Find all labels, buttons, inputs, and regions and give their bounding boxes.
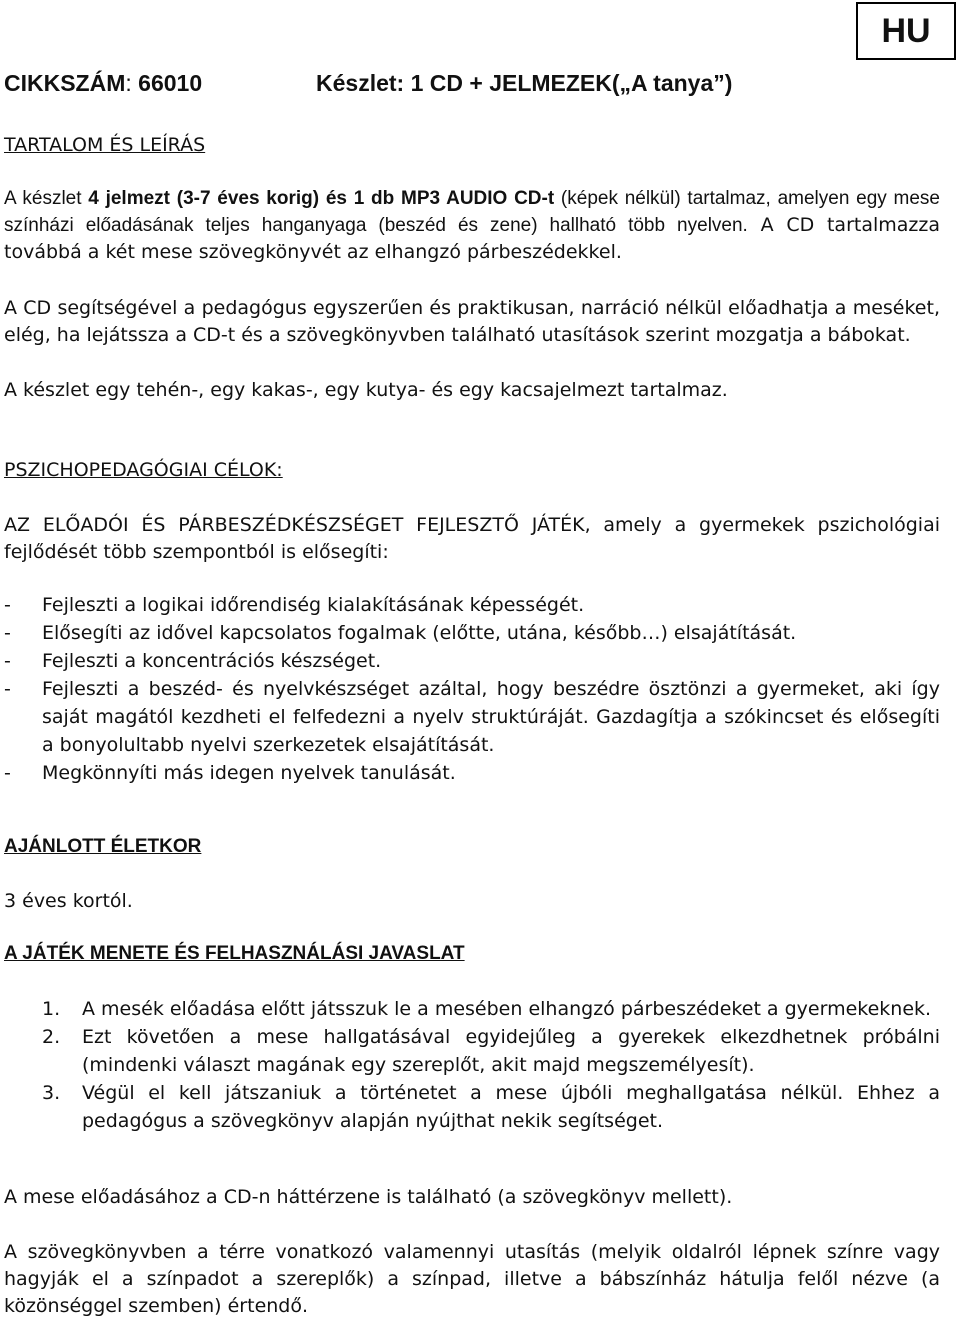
list-item: - Fejleszti a logikai időrendiség kialakításának képességét. — [4, 591, 940, 619]
section-title-gameplay: A JÁTÉK MENETE ÉS FELHASZNÁLÁSI JAVASLAT — [4, 943, 465, 964]
list-item — [4, 1023, 940, 1079]
costume-list-paragraph: A készlet egy tehén-, egy kakas-, egy kutya- és egy kacsajelmezt tartalmaz. — [4, 379, 728, 401]
list-item: - Elősegíti az idővel kapcsolatos fogalmak (előtte, utána, később…) elsajátítását. — [4, 619, 940, 647]
step-number: 1. — [42, 998, 61, 1020]
contents-paragraph — [4, 185, 940, 266]
step-text: A mesék előadása előtt játsszuk le a mesében elhangzó párbeszédeket a gyermekeknek. — [82, 998, 932, 1020]
contents-text-post: (képek nélkül) tartalmaz, amelyen egy mese színházi előadásának teljes hanganyaga (beszéd és zene) hallható több nyelven. — [4, 188, 940, 236]
language-badge: HU — [856, 2, 956, 60]
contents-text-bold: 4 jelmezt (3-7 éves korig) és 1 db MP3 AUDIO CD-t — [88, 188, 555, 209]
section-title-age: AJÁNLOTT ÉLETKOR — [4, 836, 202, 857]
section-title-contents: TARTALOM ÉS LEÍRÁS — [4, 134, 206, 156]
step-text: Ezt követően a mese hallgatásával egyidejűleg a gyerekek elkezdhetnek próbálni (mindenki választ magának egy szereplőt, akit majd megszemélyesít). — [82, 1026, 940, 1076]
list-item: - Fejleszti a koncentrációs készséget. — [4, 647, 940, 675]
list-item: - Megkönnyíti más idegen nyelvek tanulását. — [4, 759, 940, 787]
background-music-note: A mese előadásához a CD-n háttérzene is található (a szövegkönyv mellett). — [4, 1186, 733, 1208]
section-title-goals: PSZICHOPEDAGÓGIAI CÉLOK: — [4, 459, 283, 481]
contents-text-tail: A CD tartalmazza továbbá a két mese szövegkönyvét az elhangzó párbeszédekkel. — [4, 214, 940, 263]
contents-text-pre: A készlet — [4, 188, 89, 209]
product-code-value: 66010 — [138, 70, 203, 96]
list-item — [4, 995, 940, 1023]
step-number: 3. — [42, 1082, 61, 1104]
list-item — [4, 1079, 940, 1135]
list-item: - Fejleszti a beszéd- és nyelvkészséget azáltal, hogy beszédre ösztönzi a gyermeket, aki így saját magától kezdheti el felfedezni a nyelv struktúráját. Gazdagítja a szókincset és elősegíti a bonyolultabb nyelvi szerkezetek elsajátítását. — [4, 675, 940, 759]
product-code-separator: : — [125, 70, 139, 96]
product-code-label: CIKKSZÁM — [4, 70, 126, 96]
product-header — [4, 70, 733, 97]
kit-description: Készlet: 1 CD + JELMEZEK(„A tanya”) — [316, 70, 733, 96]
gameplay-steps — [4, 995, 940, 1135]
goals-list — [4, 591, 940, 787]
step-number: 2. — [42, 1026, 61, 1048]
step-text: Végül el kell játszaniuk a történetet a mese újbóli meghallgatása nélkül. Ehhez a pedagógus a szövegkönyv alapján nyújthat nekik segítséget. — [82, 1082, 940, 1132]
cd-usage-paragraph: A CD segítségével a pedagógus egyszerűen és praktikusan, narráció nélkül előadhatja a meséket, elég, ha lejátssza a CD-t és a szövegkönyvben található utasítások szerint mozgatja a bábokat. — [4, 297, 940, 346]
stage-directions-note: A szövegkönyvben a térre vonatkozó valamennyi utasítás (melyik oldalról lépnek színre vagy hagyják el a színpadot a szereplők) a színpad, illetve a bábszínház hátulja felől nézve (a közönséggel szemben) értendő. — [4, 1241, 940, 1317]
goals-intro: AZ ELŐADÓI ÉS PÁRBESZÉDKÉSZSÉGET FEJLESZTŐ JÁTÉK, amely a gyermekek pszichológiai fejlődését több szempontból is elősegíti: — [4, 514, 940, 563]
age-value: 3 éves kortól. — [4, 890, 133, 912]
